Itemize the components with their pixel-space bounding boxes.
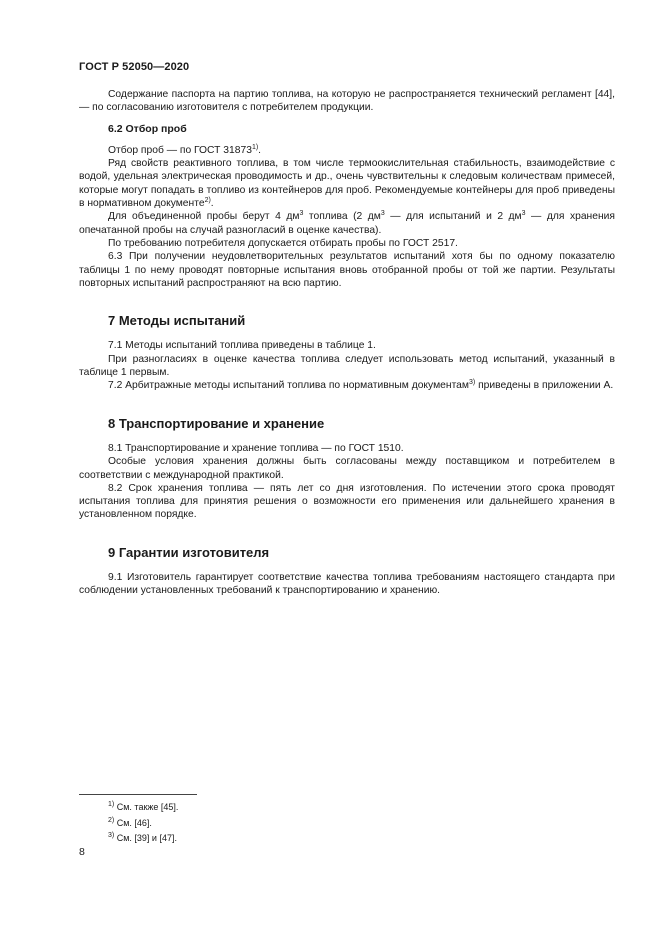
footnotes xyxy=(108,800,178,847)
page-number: 8 xyxy=(79,846,85,858)
paragraph-9-1: 9.1 Изготовитель гарантирует соответствие качества топлива требованиям настоящего стандарта при соблюдении установленных требований к транспортированию и хранению. xyxy=(79,572,615,597)
paragraph-gost-2517: По требованию потребителя допускается отбирать пробы по ГОСТ 2517. xyxy=(108,237,458,249)
footnote-3: $^{3)}$ См. [39] и [47]. xyxy=(108,832,177,843)
footnote-ref-3: 3) xyxy=(468,379,476,387)
footnote-1: $^{1)}$ См. также [45]. xyxy=(108,801,179,812)
footnote-ref-2: 2) xyxy=(204,197,211,205)
paragraph-8-1: 8.1 Транспортирование и хранение топлива — по ГОСТ 1510. xyxy=(108,442,404,454)
section-7-title: 7 Методы испытаний xyxy=(108,313,246,329)
paragraph-6-3: 6.3 При получении неудовлетворительных результатов испытаний хотя бы по одному показателю таблицы 1 по нему проводят повторные испытания вновь отобранной пробы от той же партии. Результаты повторных испытаний распространяют на всю партию. xyxy=(79,251,615,289)
paragraph-properties: Ряд свойств реактивного топлива, в том числе термоокислительная стабильность, взаимодействие с водой, удельная электрическая проводимость и др., очень чувствительны к следовым количествам примесей, которые могут попадать в топливо из контейнеров для проб. Рекомендуемые контейнеры для проб приведены в нормативном документе$^{2)}$. xyxy=(79,158,615,210)
footnote-ref-1: 1) xyxy=(251,143,259,151)
document-code-header: ГОСТ Р 52050—2020 xyxy=(79,61,190,73)
paragraph-7-1-disagreement: При разногласиях в оценке качества топлива следует использовать метод испытаний, указанный в таблице 1 первым. xyxy=(79,353,615,379)
intro-paragraph: Содержание паспорта на партию топлива, на которую не распространяется технический регламент [44], — по согласованию изготовителя с потребителем продукции. xyxy=(79,89,615,114)
paragraph-combined-sample: Для объединенной пробы берут 4 $дм^3$ топлива (2 $дм^3$ — для испытаний и 2 $дм^3$ — для хранения опечатанной пробы на случай разногласий в оценке качества). xyxy=(79,210,615,236)
paragraph-8-2: 8.2 Срок хранения топлива — пять лет со дня изготовления. По истечении этого срока проводят испытания топлива для принятия решения о возможности его применения или дальнейшего хранения в установленном порядке. xyxy=(79,482,615,521)
section-9-title: 9 Гарантии изготовителя xyxy=(108,544,270,560)
paragraph-7-1: 7.1 Методы испытаний топлива приведены в таблице 1. xyxy=(108,340,376,352)
section-6-2-title: 6.2 Отбор проб xyxy=(108,122,187,135)
section-8-title: 8 Транспортирование и хранение xyxy=(108,415,325,431)
paragraph-7-2: 7.2 Арбитражные методы испытаний топлива по нормативным документам$^{3)}$ приведены в приложении А. xyxy=(108,379,614,392)
page-content xyxy=(79,88,615,598)
footnote-2: $^{2)}$ См. [46]. xyxy=(108,816,152,828)
footnote-divider xyxy=(79,794,197,795)
paragraph-sampling: Отбор проб — по ГОСТ 31873$^{1)}$. xyxy=(108,143,262,156)
paragraph-8-1-special: Особые условия хранения должны быть согласованы между поставщиком и потребителем в соответствии с международной практикой. xyxy=(79,456,615,481)
